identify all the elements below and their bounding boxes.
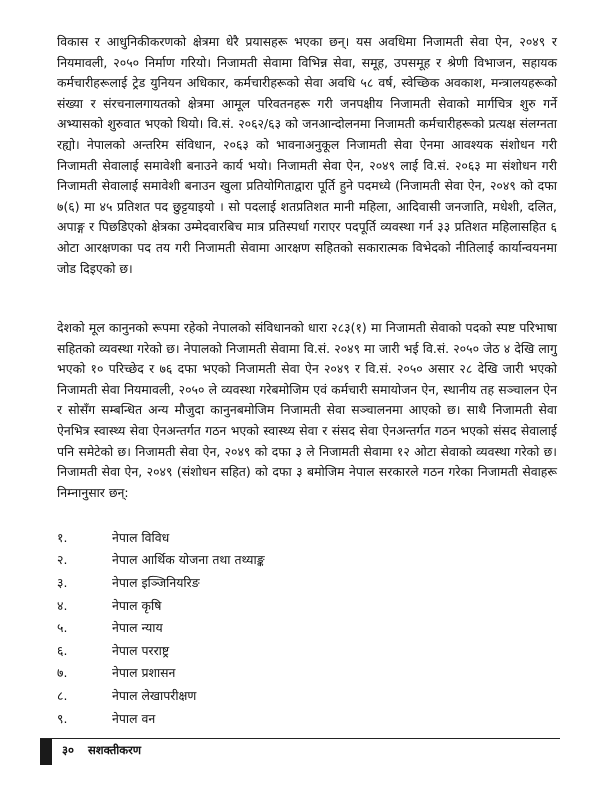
paragraph-legal-provision: देशको मूल कानुनको रूपमा रहेको नेपालको संविधानको धारा २८३(१) मा निजामती सेवाको पदको स्पष्ट परिभाषा सहितको व्यवस्था गरेको छ। नेपालको निजामती सेवामा वि.सं. २०४९ मा जारी भई वि.सं. २०५० जेठ ४ देखि लागु भएको १० परिच्छेद र ७६ दफा भएको निजामती सेवा ऐन २०४९ र वि.सं. २०५० असार २८ देखि जारी भएको निजामती सेवा नियमावली, २०५० ले व्यवस्था गरेबमोजिम एवं कर्मचारी समायोजन ऐन, स्थानीय तह सञ्चालन ऐन र सोसँग सम्बन्धित अन्य मौजुदा कानुनबमोजिम निजामती सेवा सञ्चालनमा आएको छ। साथै निजामती सेवा ऐनभित्र स्वास्थ्य सेवा ऐनअन्तर्गत गठन भएको स्वास्थ्य सेवा र संसद सेवा ऐनअन्तर्गत गठन भएको संसद सेवालाई पनि समेटेको छ। निजामती सेवा ऐन, २०४९ को दफा ३ ले निजामती सेवामा १२ ओटा सेवाको व्यवस्था गरेको छ। निजामती सेवा ऐन, २०४९ (संशोधन सहित) को दफा ३ बमोजिम नेपाल सरकारले गठन गरेका निजामती सेवाहरू निम्नानुसार छन्: (57, 320, 557, 500)
footer-accent-bar (40, 739, 52, 765)
page-number: ३० (62, 743, 74, 757)
civil-services-list (57, 526, 265, 729)
item-text: नेपाल कृषि (112, 597, 162, 613)
list-item (57, 639, 265, 662)
list-item (57, 594, 265, 617)
list-item (57, 616, 265, 639)
item-number: ५. (57, 620, 68, 636)
list-item (57, 662, 265, 685)
item-text: नेपाल न्याय (112, 620, 163, 636)
item-text: नेपाल आर्थिक योजना तथा तथ्याङ्क (112, 552, 265, 568)
paragraph-history: विकास र आधुनिकीकरणको क्षेत्रमा धेरै प्रयासहरू भएका छन्। यस अवधिमा निजामती सेवा ऐन, २०४९ र नियमावली, २०५० निर्माण गरियो। निजामती सेवामा विभिन्न सेवा, समूह, उपसमूह र श्रेणी विभाजन, सहायक कर्मचारीहरूलाई ट्रेड युनियन अधिकार, कर्मचारीहरूको सेवा अवधि ५८ वर्ष, स्वेच्छिक अवकाश, मन्त्रालयहरूको संख्या र संरचनालगायतको क्षेत्रमा आमूल परिवतनहरू गरी जनपक्षीय निजामती सेवाको मार्गचित्र शुरु गर्ने अभ्यासको शुरुवात भएको थियो। वि.सं. २०६२/६३ को जनआन्दोलनमा निजामती कर्मचारीहरूको प्रत्यक्ष संलग्नता रह्यो। नेपालको अन्तरिम संविधान, २०६३ को भावनाअनुकूल निजामती सेवा ऐनमा आवश्यक संशोधन गरी निजामती सेवालाई समावेशी बनाउने कार्य भयो। निजामती सेवा ऐन, २०४९ लाई वि.सं. २०६३ मा संशोधन गरी निजामती सेवालाई समावेशी बनाउन खुला प्रतियोगिताद्वारा पूर्ति हुने पदमध्ये (निजामती सेवा ऐन, २०४९ को दफा ७(६) मा ४५ प्रतिशत पद छुट्टयाइयो । सो पदलाई शतप्रतिशत मानी महिला, आदिवासी जनजाति, मधेशी, दलित, अपाङ्ग र पिछडिएको क्षेत्रका उम्मेदवारबिच मात्र प्रतिस्पर्धा गराएर पदपूर्ति व्यवस्था गर्न ३३ प्रतिशत महिलासहित ६ ओटा आरक्षणका पद तय गरी निजामती सेवामा आरक्षण सहितको सकारात्मक विभेदको नीतिलाई कार्यान्वयनमा जोड दिइएको छ। (57, 34, 557, 276)
item-number: ९. (57, 710, 68, 726)
item-number: २. (57, 552, 68, 568)
running-title: सशक्तीकरण (87, 743, 142, 757)
list-item (57, 549, 265, 572)
footer-divider (40, 738, 560, 739)
item-text: नेपाल विविध (112, 529, 170, 545)
list-item (57, 684, 265, 707)
item-number: ७. (57, 665, 68, 681)
item-number: १. (57, 529, 68, 545)
item-number: ३. (57, 574, 68, 590)
list-item (57, 707, 265, 730)
page-footer (62, 743, 141, 758)
item-number: ४. (57, 597, 68, 613)
item-text: नेपाल लेखापरीक्षण (112, 687, 197, 703)
item-text: नेपाल परराष्ट्र (112, 642, 170, 658)
list-item (57, 571, 265, 594)
item-text: नेपाल प्रशासन (112, 665, 176, 681)
item-text: नेपाल वन (112, 710, 156, 726)
list-item (57, 526, 265, 549)
item-text: नेपाल इञ्जिनियरिङ (112, 574, 200, 590)
item-number: ६. (57, 642, 68, 658)
item-number: ८. (57, 687, 68, 703)
